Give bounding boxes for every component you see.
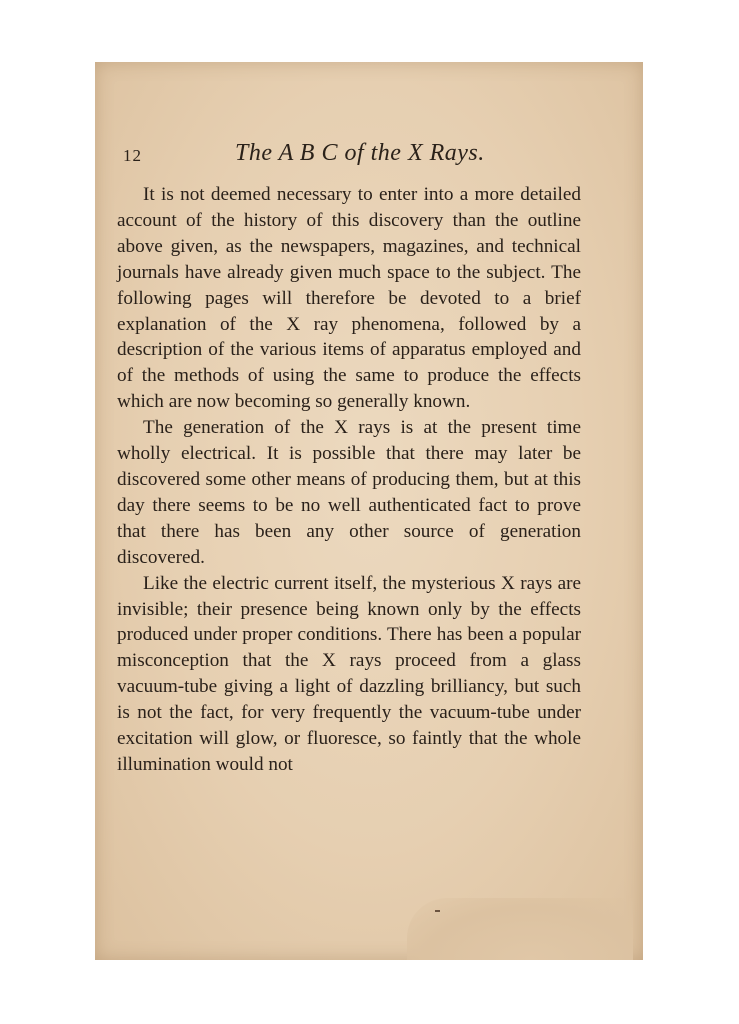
page-stain — [407, 898, 633, 960]
book-page — [95, 62, 643, 960]
paragraph-3: Like the electric current itself, the mysterious X rays are invisible; their presence being known only by the effects produced under proper conditions. There has been a popular misconception that the X rays proceed from a glass vacuum-tube giving a light of dazzling brilliancy, but such is not the fact, for very frequently the vacuum-tube under excitation will glow, or fluoresce, so faintly that the whole illumination would not — [117, 572, 581, 775]
running-title: The A B C of the X Rays. — [235, 140, 485, 166]
page-number: 12 — [123, 146, 142, 165]
paragraph-1: It is not deemed necessary to enter into a more detailed account of the history of this discovery than the outline above given, as the newspapers, magazines, and technical journals have already given much space to the subject. The following pages will therefore be devoted to a brief explanation of the X ray phenomena, followed by a description of the various items of apparatus employed and of the methods of using the same to produce the effects which are now becoming so generally known. — [117, 184, 581, 413]
ink-speck — [435, 910, 440, 912]
page-header — [119, 140, 619, 170]
body-text — [117, 182, 581, 778]
paragraph-2: The generation of the X rays is at the present time wholly electrical. It is possible that there may later be discovered some other means of producing them, but at this day there seems to be no well authenticated fact to prove that there has been any other source of generation discovered. — [117, 417, 581, 568]
